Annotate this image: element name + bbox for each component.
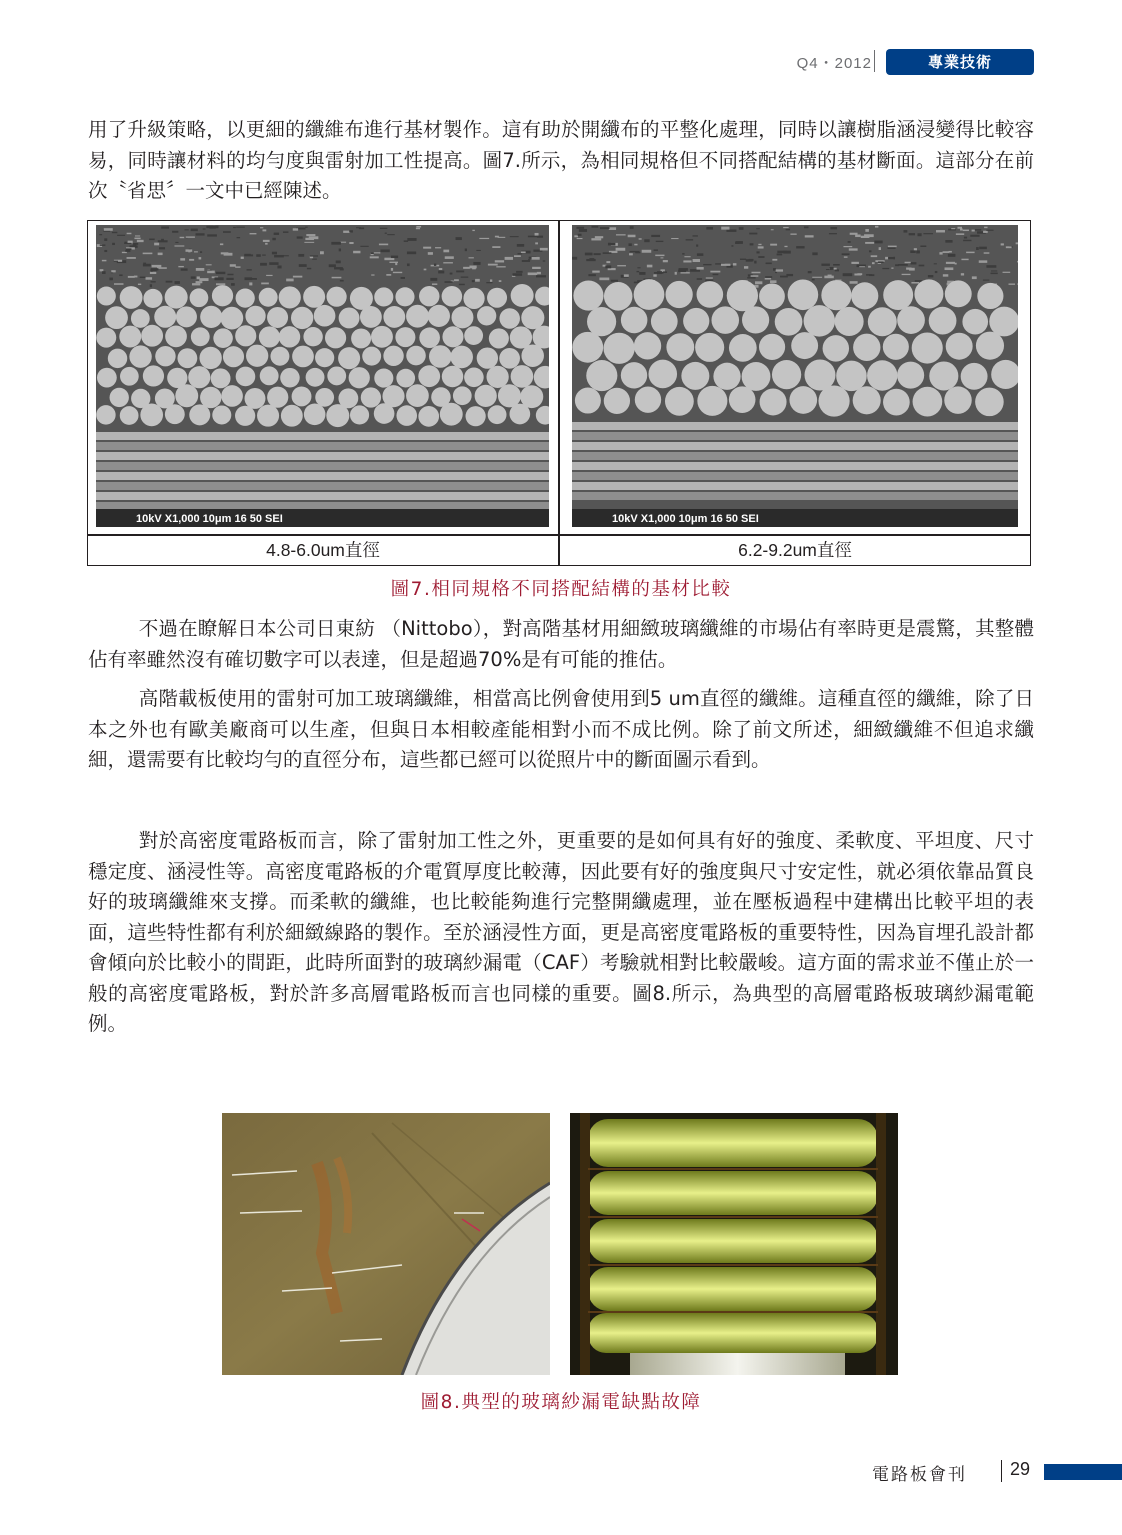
paragraph-2: 不過在瞭解日本公司日東紡 （Nittobo），對高階基材用細緻玻璃纖維的市場佔有率時更是震驚，其整體佔有率雖然沒有確切數字可以表達，但是超過70%是有可能的推估。	[88, 617, 1034, 671]
sem-scale-text: 10kV X1,000 10μm 16 50 SEI	[136, 513, 283, 525]
footer-separator	[1001, 1460, 1002, 1482]
caf-photo-right	[570, 1113, 898, 1375]
sem-scale-text: 10kV X1,000 10μm 16 50 SEI	[612, 513, 759, 525]
figure-7-caption: 圖7.相同規格不同搭配結構的基材比較	[390, 579, 732, 600]
caf-photo-left	[222, 1113, 550, 1375]
sem-image-left	[96, 225, 549, 527]
figure-7-right-label: 6.2-9.2um直徑	[738, 540, 852, 560]
header-issue: Q4・2012	[796, 55, 872, 72]
figure-8-caption: 圖8.典型的玻璃紗漏電缺點故障	[420, 1392, 702, 1413]
footer-bar	[1044, 1464, 1122, 1480]
table-divider-vertical	[558, 221, 560, 565]
paragraph-4: 對於高密度電路板而言，除了雷射加工性之外，更重要的是如何具有好的強度、柔軟度、平坦度、尺寸穩定度、涵浸性等。高密度電路板的介電質厚度比較薄，因此要有好的強度與尺寸安定性，就必須依靠品質良好的玻璃纖維來支撐。而柔軟的纖維，也比較能夠進行完整開纖處理，並在壓板過程中建構出比較平坦的表面，這些特性都有利於細緻線路的製作。至於涵浸性方面，更是高密度電路板的重要特性，因為盲埋孔設計都會傾向於比較小的間距，此時所面對的玻璃紗漏電（CAF）考驗就相對比較嚴峻。這方面的需求並不僅止於一般的高密度電路板，對於許多高層電路板而言也同樣的重要。圖8.所示，為典型的高層電路板玻璃紗漏電範例。	[88, 829, 1034, 1035]
paragraph-1: 用了升級策略，以更細的纖維布進行基材製作。這有助於開纖布的平整化處理，同時以讓樹脂涵浸變得比較容易，同時讓材料的均勻度與雷射加工性提高。圖7.所示，為相同規格但不同搭配結構的基材斷面。這部分在前次〝省思〞一文中已經陳述。	[88, 118, 1034, 202]
page-number: 29	[1010, 1459, 1031, 1479]
header-separator	[874, 50, 875, 72]
section-badge: 專業技術	[886, 49, 1034, 75]
sem-image-right	[572, 225, 1018, 527]
footer-journal-title: 電路板會刊	[872, 1465, 967, 1485]
figure-7-table	[87, 220, 1031, 566]
figure-7-left-label: 4.8-6.0um直徑	[266, 540, 380, 560]
paragraph-3: 高階載板使用的雷射可加工玻璃纖維，相當高比例會使用到5 um直徑的纖維。這種直徑的纖維，除了日本之外也有歐美廠商可以生產，但與日本相較產能相對小而不成比例。除了前文所述，細緻纖維不但追求纖細，還需要有比較均勻的直徑分布，這些都已經可以從照片中的斷面圖示看到。	[88, 687, 1034, 771]
